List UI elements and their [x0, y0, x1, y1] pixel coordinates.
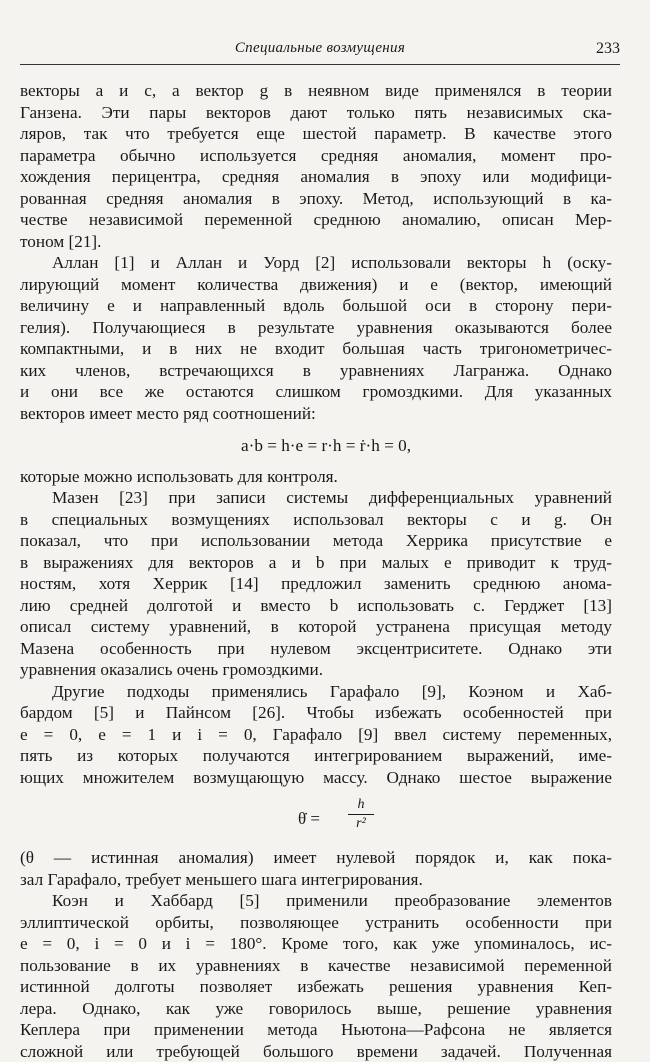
text-line: Коэн и Хаббард [5] применили преобразование элементов [20, 890, 612, 912]
text-line: хождения перицентра, средняя аномалия в эпоху или модифици- [20, 166, 612, 188]
text-line: лирующий момент количества движения) и e (вектор, имеющий [20, 274, 612, 296]
text-line: ющих множителем возмущающую массу. Однако шестое выражение [20, 767, 612, 789]
text-line: векторов имеет место ряд соотношений: [20, 403, 612, 425]
text-line: Мазена особенность при нулевом эксцентриситете. Однако эти [20, 638, 612, 660]
text-line: ностям, хотя Херрик [14] предложил заменить среднюю анома- [20, 573, 612, 595]
text-line: описал систему уравнений, в которой устранена присущая методу [20, 616, 612, 638]
text-line: параметра обычно используется средняя аномалия, момент про- [20, 145, 612, 167]
page-number: 233 [596, 40, 620, 58]
text-line: зал Гарафало, требует меньшего шага интегрирования. [20, 869, 612, 891]
page-header [20, 34, 620, 65]
theta-dot-formula [20, 792, 612, 844]
text-line: уравнения оказались очень громоздкими. [20, 659, 612, 681]
formula-lhs: θ̇ = [298, 808, 320, 830]
text-line: Аллан [1] и Аллан и Уорд [2] использовали векторы h (оску- [20, 252, 612, 274]
text-line: Другие подходы применялись Гарафало [9], Коэном и Хаб- [20, 681, 612, 703]
vector-relations-formula: a·b = h·e = r·h = ṙ·h = 0, [20, 435, 612, 457]
text-line: в выражениях для векторов a и b при малых e приводит к труд- [20, 552, 612, 574]
text-line: векторы a и c, а вектор g в неявном виде применялся в теории [20, 80, 612, 102]
text-line: и они все же остаются слишком громоздкими. Для указанных [20, 381, 612, 403]
text-line: в специальных возмущениях использовал векторы c и g. Он [20, 509, 612, 531]
text-line: показал, что при использовании метода Херрика присутствие e [20, 530, 612, 552]
fraction-denominator: r² [348, 815, 374, 833]
text-line: ляров, так что требуется еще шестой параметр. В качестве этого [20, 123, 612, 145]
text-line: гелия). Получающиеся в результате уравнения оказываются более [20, 317, 612, 339]
text-line: рованная средняя аномалия в эпоху. Метод, использующий в ка- [20, 188, 612, 210]
text-line: тоном [21]. [20, 231, 612, 253]
text-line: e = 0, i = 0 и i = 180°. Кроме того, как уже упоминалось, ис- [20, 933, 612, 955]
body-text [20, 80, 612, 1062]
text-line: пользование в их уравнениях в качестве независимой переменной [20, 955, 612, 977]
text-line: которые можно использовать для контроля. [20, 466, 612, 488]
text-line: e = 0, e = 1 и i = 0, Гарафало [9] ввел систему переменных, [20, 724, 612, 746]
running-title: Специальные возмущения [20, 40, 620, 57]
text-line: честве независимой переменной среднюю аномалию, описан Мер- [20, 209, 612, 231]
text-line: истинной долготы позволяет избежать решения уравнения Кеп- [20, 976, 612, 998]
text-line: пять из которых получаются интегрированием выражений, име- [20, 745, 612, 767]
text-line: Кеплера при применении метода Ньютона—Рафсона не является [20, 1019, 612, 1041]
text-line: бардом [5] и Пайнсом [26]. Чтобы избежать особенностей при [20, 702, 612, 724]
fraction [348, 796, 374, 833]
text-line: Мазен [23] при записи системы дифференциальных уравнений [20, 487, 612, 509]
text-line: Ганзена. Эти пары векторов дают только пять независимых ска- [20, 102, 612, 124]
fraction-numerator: h [348, 796, 374, 815]
text-line: величину e и направленный вдоль большой оси в сторону пери- [20, 295, 612, 317]
text-line: эллиптической орбиты, позволяющее устранить особенности при [20, 912, 612, 934]
text-line: сложной или требующей большого времени задачей. Полученная [20, 1041, 612, 1062]
text-line: ких членов, встречающихся в уравнениях Лагранжа. Однако [20, 360, 612, 382]
text-line: лию средней долготой и вместо b использовать c. Герджет [13] [20, 595, 612, 617]
text-line: лера. Однако, как уже говорилось выше, решение уравнения [20, 998, 612, 1020]
text-line: (θ — истинная аномалия) имеет нулевой порядок и, как пока- [20, 847, 612, 869]
text-line: компактными, и в них не входит большая часть тригонометричес- [20, 338, 612, 360]
